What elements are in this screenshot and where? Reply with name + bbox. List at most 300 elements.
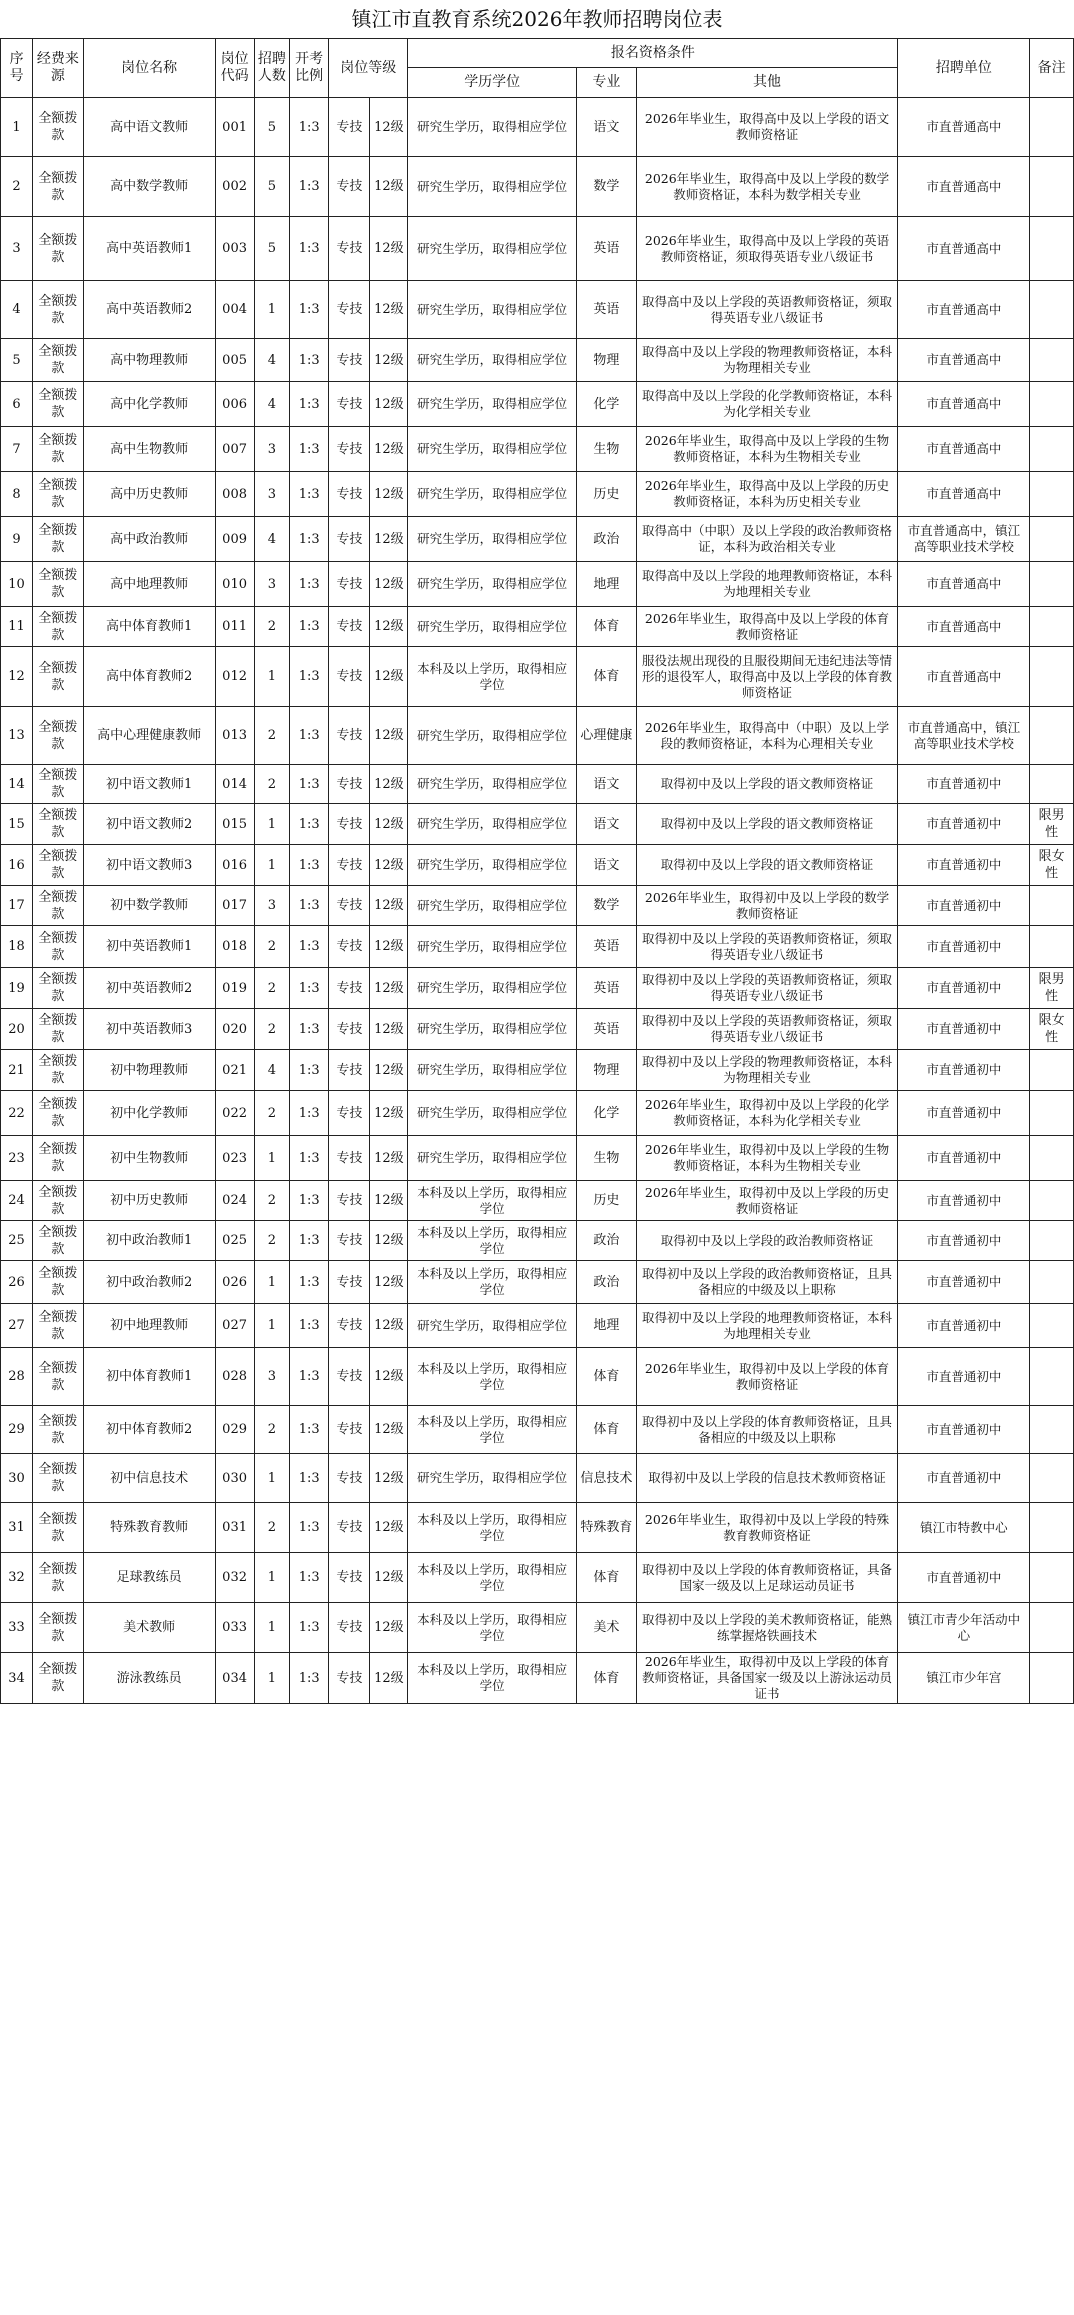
cell-post-grade: 12级 xyxy=(370,765,408,804)
header-unit: 招聘单位 xyxy=(898,39,1030,98)
cell-recruiting-unit: 市直普通高中 xyxy=(898,98,1030,157)
cell-post-type: 专技 xyxy=(329,1091,370,1136)
cell-major: 数学 xyxy=(577,157,637,217)
cell-recruit-count: 1 xyxy=(254,281,290,339)
table-row xyxy=(1,1653,1074,1704)
cell-note xyxy=(1030,1136,1074,1181)
cell-post-grade: 12级 xyxy=(370,339,408,382)
recruitment-table xyxy=(0,38,1074,1704)
cell-post-type: 专技 xyxy=(329,1653,370,1704)
cell-education: 本科及以上学历，取得相应学位 xyxy=(408,1603,577,1653)
cell-recruit-count: 1 xyxy=(254,1136,290,1181)
cell-note xyxy=(1030,647,1074,707)
cell-other-requirements: 2026年毕业生，取得高中及以上学段的生物教师资格证，本科为生物相关专业 xyxy=(636,427,898,472)
cell-seq: 16 xyxy=(1,845,33,886)
cell-post-grade: 12级 xyxy=(370,217,408,281)
table-row xyxy=(1,1091,1074,1136)
cell-ratio: 1:3 xyxy=(290,1261,329,1304)
cell-recruit-count: 3 xyxy=(254,886,290,926)
cell-major: 英语 xyxy=(577,926,637,968)
cell-funding: 全额拨款 xyxy=(33,562,83,607)
cell-post-code: 015 xyxy=(215,804,254,845)
cell-major: 数学 xyxy=(577,886,637,926)
cell-ratio: 1:3 xyxy=(290,157,329,217)
cell-recruit-count: 4 xyxy=(254,517,290,562)
cell-ratio: 1:3 xyxy=(290,1503,329,1553)
cell-ratio: 1:3 xyxy=(290,607,329,647)
cell-seq: 7 xyxy=(1,427,33,472)
cell-recruiting-unit: 市直普通高中 xyxy=(898,157,1030,217)
table-row xyxy=(1,472,1074,517)
cell-post-grade: 12级 xyxy=(370,562,408,607)
table-row xyxy=(1,1348,1074,1406)
cell-recruiting-unit: 市直普通初中 xyxy=(898,926,1030,968)
cell-post-name: 初中物理教师 xyxy=(83,1050,215,1091)
cell-note xyxy=(1030,1181,1074,1221)
cell-major: 体育 xyxy=(577,647,637,707)
cell-other-requirements: 取得高中及以上学段的地理教师资格证，本科为地理相关专业 xyxy=(636,562,898,607)
cell-education: 本科及以上学历，取得相应学位 xyxy=(408,1653,577,1704)
cell-post-name: 初中信息技术 xyxy=(83,1454,215,1503)
cell-other-requirements: 取得初中及以上学段的政治教师资格证 xyxy=(636,1221,898,1261)
table-row xyxy=(1,217,1074,281)
cell-post-grade: 12级 xyxy=(370,382,408,427)
cell-recruit-count: 1 xyxy=(254,1304,290,1348)
table-row xyxy=(1,886,1074,926)
cell-post-name: 初中数学教师 xyxy=(83,886,215,926)
cell-recruit-count: 2 xyxy=(254,926,290,968)
cell-post-name: 高中体育教师1 xyxy=(83,607,215,647)
cell-major: 英语 xyxy=(577,217,637,281)
cell-recruiting-unit: 市直普通高中，镇江高等职业技术学校 xyxy=(898,707,1030,765)
cell-other-requirements: 2026年毕业生，取得初中及以上学段的历史教师资格证 xyxy=(636,1181,898,1221)
cell-education: 研究生学历，取得相应学位 xyxy=(408,886,577,926)
cell-post-grade: 12级 xyxy=(370,1653,408,1704)
cell-other-requirements: 2026年毕业生，取得初中及以上学段的化学教师资格证，本科为化学相关专业 xyxy=(636,1091,898,1136)
cell-education: 研究生学历，取得相应学位 xyxy=(408,765,577,804)
cell-education: 本科及以上学历，取得相应学位 xyxy=(408,1348,577,1406)
cell-recruit-count: 5 xyxy=(254,157,290,217)
cell-note xyxy=(1030,1603,1074,1653)
cell-funding: 全额拨款 xyxy=(33,1221,83,1261)
cell-funding: 全额拨款 xyxy=(33,607,83,647)
cell-post-code: 003 xyxy=(215,217,254,281)
cell-education: 本科及以上学历，取得相应学位 xyxy=(408,1553,577,1603)
cell-major: 信息技术 xyxy=(577,1454,637,1503)
cell-note xyxy=(1030,1553,1074,1603)
cell-post-grade: 12级 xyxy=(370,1304,408,1348)
cell-funding: 全额拨款 xyxy=(33,217,83,281)
cell-funding: 全额拨款 xyxy=(33,1553,83,1603)
cell-post-name: 初中生物教师 xyxy=(83,1136,215,1181)
cell-seq: 18 xyxy=(1,926,33,968)
cell-funding: 全额拨款 xyxy=(33,339,83,382)
cell-funding: 全额拨款 xyxy=(33,382,83,427)
page-title: 镇江市直教育系统2026年教师招聘岗位表 xyxy=(351,7,723,31)
cell-recruit-count: 4 xyxy=(254,1050,290,1091)
cell-major: 心理健康 xyxy=(577,707,637,765)
cell-other-requirements: 取得初中及以上学段的语文教师资格证 xyxy=(636,845,898,886)
cell-note xyxy=(1030,427,1074,472)
header-post-code: 岗位代码 xyxy=(215,39,254,98)
cell-post-type: 专技 xyxy=(329,339,370,382)
cell-post-code: 024 xyxy=(215,1181,254,1221)
cell-major: 物理 xyxy=(577,339,637,382)
table-row xyxy=(1,562,1074,607)
cell-major: 语文 xyxy=(577,804,637,845)
cell-post-code: 030 xyxy=(215,1454,254,1503)
cell-post-code: 028 xyxy=(215,1348,254,1406)
cell-seq: 22 xyxy=(1,1091,33,1136)
cell-post-code: 017 xyxy=(215,886,254,926)
cell-major: 语文 xyxy=(577,98,637,157)
cell-seq: 14 xyxy=(1,765,33,804)
table-row xyxy=(1,339,1074,382)
cell-seq: 5 xyxy=(1,339,33,382)
cell-ratio: 1:3 xyxy=(290,1406,329,1454)
header-other: 其他 xyxy=(636,68,898,98)
cell-recruit-count: 1 xyxy=(254,1261,290,1304)
cell-recruit-count: 4 xyxy=(254,382,290,427)
cell-post-type: 专技 xyxy=(329,382,370,427)
cell-note xyxy=(1030,765,1074,804)
cell-post-name: 初中语文教师1 xyxy=(83,765,215,804)
cell-note xyxy=(1030,472,1074,517)
cell-post-type: 专技 xyxy=(329,281,370,339)
cell-post-name: 高中地理教师 xyxy=(83,562,215,607)
table-row xyxy=(1,845,1074,886)
cell-recruiting-unit: 市直普通初中 xyxy=(898,1181,1030,1221)
cell-post-name: 初中语文教师3 xyxy=(83,845,215,886)
cell-seq: 10 xyxy=(1,562,33,607)
cell-education: 本科及以上学历，取得相应学位 xyxy=(408,1221,577,1261)
cell-recruit-count: 1 xyxy=(254,1454,290,1503)
cell-other-requirements: 2026年毕业生，取得初中及以上学段的体育教师资格证 xyxy=(636,1348,898,1406)
cell-seq: 2 xyxy=(1,157,33,217)
cell-note xyxy=(1030,886,1074,926)
table-row xyxy=(1,157,1074,217)
cell-education: 研究生学历，取得相应学位 xyxy=(408,1136,577,1181)
header-post-name: 岗位名称 xyxy=(83,39,215,98)
cell-post-type: 专技 xyxy=(329,1009,370,1050)
cell-funding: 全额拨款 xyxy=(33,1261,83,1304)
cell-other-requirements: 取得高中及以上学段的物理教师资格证，本科为物理相关专业 xyxy=(636,339,898,382)
cell-ratio: 1:3 xyxy=(290,427,329,472)
cell-post-name: 初中语文教师2 xyxy=(83,804,215,845)
cell-recruiting-unit: 市直普通初中 xyxy=(898,1348,1030,1406)
cell-major: 体育 xyxy=(577,1653,637,1704)
cell-seq: 32 xyxy=(1,1553,33,1603)
cell-post-code: 022 xyxy=(215,1091,254,1136)
cell-post-name: 高中政治教师 xyxy=(83,517,215,562)
cell-seq: 30 xyxy=(1,1454,33,1503)
cell-note xyxy=(1030,98,1074,157)
cell-post-code: 011 xyxy=(215,607,254,647)
cell-post-type: 专技 xyxy=(329,562,370,607)
cell-ratio: 1:3 xyxy=(290,517,329,562)
cell-recruiting-unit: 市直普通高中 xyxy=(898,339,1030,382)
cell-other-requirements: 2026年毕业生，取得初中及以上学段的生物教师资格证，本科为生物相关专业 xyxy=(636,1136,898,1181)
cell-post-type: 专技 xyxy=(329,1304,370,1348)
cell-seq: 29 xyxy=(1,1406,33,1454)
cell-recruiting-unit: 市直普通初中 xyxy=(898,765,1030,804)
cell-post-type: 专技 xyxy=(329,1221,370,1261)
cell-other-requirements: 取得初中及以上学段的英语教师资格证，须取得英语专业八级证书 xyxy=(636,926,898,968)
cell-education: 研究生学历，取得相应学位 xyxy=(408,845,577,886)
cell-note xyxy=(1030,339,1074,382)
cell-post-name: 足球教练员 xyxy=(83,1553,215,1603)
table-row xyxy=(1,1009,1074,1050)
cell-major: 政治 xyxy=(577,517,637,562)
cell-recruiting-unit: 市直普通初中 xyxy=(898,1553,1030,1603)
cell-post-grade: 12级 xyxy=(370,845,408,886)
cell-recruit-count: 1 xyxy=(254,845,290,886)
cell-post-name: 初中政治教师2 xyxy=(83,1261,215,1304)
cell-post-name: 初中英语教师3 xyxy=(83,1009,215,1050)
cell-recruit-count: 3 xyxy=(254,472,290,517)
cell-other-requirements: 取得初中及以上学段的英语教师资格证，须取得英语专业八级证书 xyxy=(636,968,898,1009)
cell-seq: 19 xyxy=(1,968,33,1009)
table-row xyxy=(1,607,1074,647)
cell-major: 政治 xyxy=(577,1221,637,1261)
cell-seq: 28 xyxy=(1,1348,33,1406)
table-row xyxy=(1,1603,1074,1653)
cell-post-name: 高中化学教师 xyxy=(83,382,215,427)
cell-funding: 全额拨款 xyxy=(33,1136,83,1181)
cell-ratio: 1:3 xyxy=(290,1050,329,1091)
cell-note: 限女性 xyxy=(1030,845,1074,886)
cell-major: 美术 xyxy=(577,1603,637,1653)
cell-note xyxy=(1030,607,1074,647)
cell-post-type: 专技 xyxy=(329,1050,370,1091)
cell-recruit-count: 1 xyxy=(254,1653,290,1704)
table-row xyxy=(1,1261,1074,1304)
cell-major: 体育 xyxy=(577,1553,637,1603)
table-row xyxy=(1,804,1074,845)
cell-post-grade: 12级 xyxy=(370,281,408,339)
cell-ratio: 1:3 xyxy=(290,98,329,157)
cell-ratio: 1:3 xyxy=(290,1553,329,1603)
cell-seq: 1 xyxy=(1,98,33,157)
cell-post-grade: 12级 xyxy=(370,1050,408,1091)
cell-post-name: 初中体育教师2 xyxy=(83,1406,215,1454)
table-row xyxy=(1,1181,1074,1221)
cell-recruiting-unit: 市直普通初中 xyxy=(898,1304,1030,1348)
cell-post-code: 026 xyxy=(215,1261,254,1304)
cell-recruiting-unit: 市直普通初中 xyxy=(898,1454,1030,1503)
cell-post-type: 专技 xyxy=(329,607,370,647)
cell-note: 限男性 xyxy=(1030,804,1074,845)
cell-post-name: 高中数学教师 xyxy=(83,157,215,217)
cell-post-grade: 12级 xyxy=(370,98,408,157)
cell-major: 体育 xyxy=(577,1406,637,1454)
cell-post-name: 高中物理教师 xyxy=(83,339,215,382)
cell-education: 研究生学历，取得相应学位 xyxy=(408,562,577,607)
cell-seq: 31 xyxy=(1,1503,33,1553)
cell-ratio: 1:3 xyxy=(290,1181,329,1221)
cell-post-name: 美术教师 xyxy=(83,1603,215,1653)
cell-post-code: 006 xyxy=(215,382,254,427)
cell-major: 历史 xyxy=(577,472,637,517)
cell-post-grade: 12级 xyxy=(370,1009,408,1050)
cell-other-requirements: 2026年毕业生，取得高中及以上学段的语文教师资格证 xyxy=(636,98,898,157)
table-row xyxy=(1,427,1074,472)
cell-education: 研究生学历，取得相应学位 xyxy=(408,517,577,562)
table-row xyxy=(1,281,1074,339)
cell-other-requirements: 取得初中及以上学段的体育教师资格证，具备国家一级及以上足球运动员证书 xyxy=(636,1553,898,1603)
cell-ratio: 1:3 xyxy=(290,1348,329,1406)
cell-recruiting-unit: 市直普通初中 xyxy=(898,1009,1030,1050)
cell-seq: 33 xyxy=(1,1603,33,1653)
cell-post-code: 004 xyxy=(215,281,254,339)
cell-note xyxy=(1030,1304,1074,1348)
table-row xyxy=(1,1304,1074,1348)
cell-recruiting-unit: 市直普通高中 xyxy=(898,382,1030,427)
cell-recruit-count: 2 xyxy=(254,607,290,647)
cell-note xyxy=(1030,1503,1074,1553)
cell-recruit-count: 3 xyxy=(254,1348,290,1406)
cell-other-requirements: 取得初中及以上学段的美术教师资格证，能熟练掌握烙铁画技术 xyxy=(636,1603,898,1653)
cell-other-requirements: 2026年毕业生，取得初中及以上学段的数学教师资格证 xyxy=(636,886,898,926)
cell-post-type: 专技 xyxy=(329,707,370,765)
table-row xyxy=(1,517,1074,562)
cell-major: 物理 xyxy=(577,1050,637,1091)
cell-seq: 8 xyxy=(1,472,33,517)
cell-post-type: 专技 xyxy=(329,1406,370,1454)
cell-post-grade: 12级 xyxy=(370,1454,408,1503)
cell-ratio: 1:3 xyxy=(290,707,329,765)
cell-major: 英语 xyxy=(577,281,637,339)
cell-post-code: 012 xyxy=(215,647,254,707)
cell-funding: 全额拨款 xyxy=(33,1009,83,1050)
cell-post-type: 专技 xyxy=(329,968,370,1009)
cell-post-name: 游泳教练员 xyxy=(83,1653,215,1704)
cell-post-grade: 12级 xyxy=(370,707,408,765)
cell-ratio: 1:3 xyxy=(290,562,329,607)
cell-other-requirements: 取得初中及以上学段的语文教师资格证 xyxy=(636,765,898,804)
cell-post-type: 专技 xyxy=(329,765,370,804)
cell-funding: 全额拨款 xyxy=(33,98,83,157)
cell-funding: 全额拨款 xyxy=(33,1406,83,1454)
cell-ratio: 1:3 xyxy=(290,281,329,339)
cell-post-code: 019 xyxy=(215,968,254,1009)
cell-funding: 全额拨款 xyxy=(33,707,83,765)
cell-ratio: 1:3 xyxy=(290,968,329,1009)
cell-seq: 3 xyxy=(1,217,33,281)
cell-major: 语文 xyxy=(577,765,637,804)
cell-post-type: 专技 xyxy=(329,98,370,157)
cell-funding: 全额拨款 xyxy=(33,517,83,562)
table-row xyxy=(1,1050,1074,1091)
cell-post-type: 专技 xyxy=(329,157,370,217)
table-row xyxy=(1,1136,1074,1181)
cell-post-grade: 12级 xyxy=(370,886,408,926)
cell-post-name: 高中英语教师1 xyxy=(83,217,215,281)
cell-note xyxy=(1030,926,1074,968)
cell-other-requirements: 取得初中及以上学段的语文教师资格证 xyxy=(636,804,898,845)
header-qualification: 报名资格条件 xyxy=(408,39,898,68)
header-ratio: 开考比例 xyxy=(290,39,329,98)
table-row xyxy=(1,1454,1074,1503)
cell-note: 限女性 xyxy=(1030,1009,1074,1050)
cell-recruiting-unit: 市直普通初中 xyxy=(898,804,1030,845)
cell-seq: 15 xyxy=(1,804,33,845)
cell-ratio: 1:3 xyxy=(290,1221,329,1261)
cell-recruit-count: 1 xyxy=(254,647,290,707)
cell-funding: 全额拨款 xyxy=(33,1181,83,1221)
cell-funding: 全额拨款 xyxy=(33,1454,83,1503)
cell-post-type: 专技 xyxy=(329,1261,370,1304)
cell-other-requirements: 2026年毕业生，取得高中（中职）及以上学段的教师资格证，本科为心理相关专业 xyxy=(636,707,898,765)
cell-funding: 全额拨款 xyxy=(33,804,83,845)
cell-recruiting-unit: 市直普通高中 xyxy=(898,427,1030,472)
cell-other-requirements: 2026年毕业生，取得高中及以上学段的体育教师资格证 xyxy=(636,607,898,647)
cell-recruiting-unit: 镇江市青少年活动中心 xyxy=(898,1603,1030,1653)
cell-major: 生物 xyxy=(577,1136,637,1181)
cell-note: 限男性 xyxy=(1030,968,1074,1009)
table-row xyxy=(1,765,1074,804)
cell-post-grade: 12级 xyxy=(370,1136,408,1181)
cell-post-code: 031 xyxy=(215,1503,254,1553)
cell-funding: 全额拨款 xyxy=(33,1304,83,1348)
cell-funding: 全额拨款 xyxy=(33,845,83,886)
cell-note xyxy=(1030,1653,1074,1704)
cell-education: 研究生学历，取得相应学位 xyxy=(408,926,577,968)
cell-other-requirements: 取得初中及以上学段的物理教师资格证，本科为物理相关专业 xyxy=(636,1050,898,1091)
cell-major: 特殊教育 xyxy=(577,1503,637,1553)
table-row xyxy=(1,1503,1074,1553)
cell-post-code: 020 xyxy=(215,1009,254,1050)
cell-recruiting-unit: 市直普通高中 xyxy=(898,647,1030,707)
cell-post-name: 高中心理健康教师 xyxy=(83,707,215,765)
cell-recruit-count: 2 xyxy=(254,1406,290,1454)
cell-recruit-count: 2 xyxy=(254,707,290,765)
cell-other-requirements: 取得初中及以上学段的信息技术教师资格证 xyxy=(636,1454,898,1503)
cell-recruiting-unit: 市直普通高中 xyxy=(898,472,1030,517)
cell-post-code: 014 xyxy=(215,765,254,804)
cell-ratio: 1:3 xyxy=(290,217,329,281)
cell-recruiting-unit: 市直普通初中 xyxy=(898,1136,1030,1181)
cell-ratio: 1:3 xyxy=(290,845,329,886)
cell-post-grade: 12级 xyxy=(370,926,408,968)
cell-major: 历史 xyxy=(577,1181,637,1221)
cell-post-type: 专技 xyxy=(329,1553,370,1603)
cell-post-grade: 12级 xyxy=(370,1503,408,1553)
cell-note xyxy=(1030,562,1074,607)
cell-note xyxy=(1030,382,1074,427)
cell-recruiting-unit: 市直普通初中 xyxy=(898,1091,1030,1136)
cell-post-name: 高中英语教师2 xyxy=(83,281,215,339)
cell-ratio: 1:3 xyxy=(290,1304,329,1348)
cell-post-grade: 12级 xyxy=(370,1603,408,1653)
cell-post-type: 专技 xyxy=(329,472,370,517)
cell-seq: 24 xyxy=(1,1181,33,1221)
cell-post-name: 初中历史教师 xyxy=(83,1181,215,1221)
cell-recruit-count: 5 xyxy=(254,98,290,157)
cell-seq: 20 xyxy=(1,1009,33,1050)
cell-recruit-count: 2 xyxy=(254,1091,290,1136)
table-row xyxy=(1,1553,1074,1603)
cell-ratio: 1:3 xyxy=(290,886,329,926)
cell-seq: 27 xyxy=(1,1304,33,1348)
cell-seq: 11 xyxy=(1,607,33,647)
cell-education: 研究生学历，取得相应学位 xyxy=(408,339,577,382)
cell-education: 研究生学历，取得相应学位 xyxy=(408,157,577,217)
cell-education: 研究生学历，取得相应学位 xyxy=(408,1009,577,1050)
cell-post-code: 016 xyxy=(215,845,254,886)
cell-other-requirements: 取得初中及以上学段的地理教师资格证，本科为地理相关专业 xyxy=(636,1304,898,1348)
header-level: 岗位等级 xyxy=(329,39,408,98)
